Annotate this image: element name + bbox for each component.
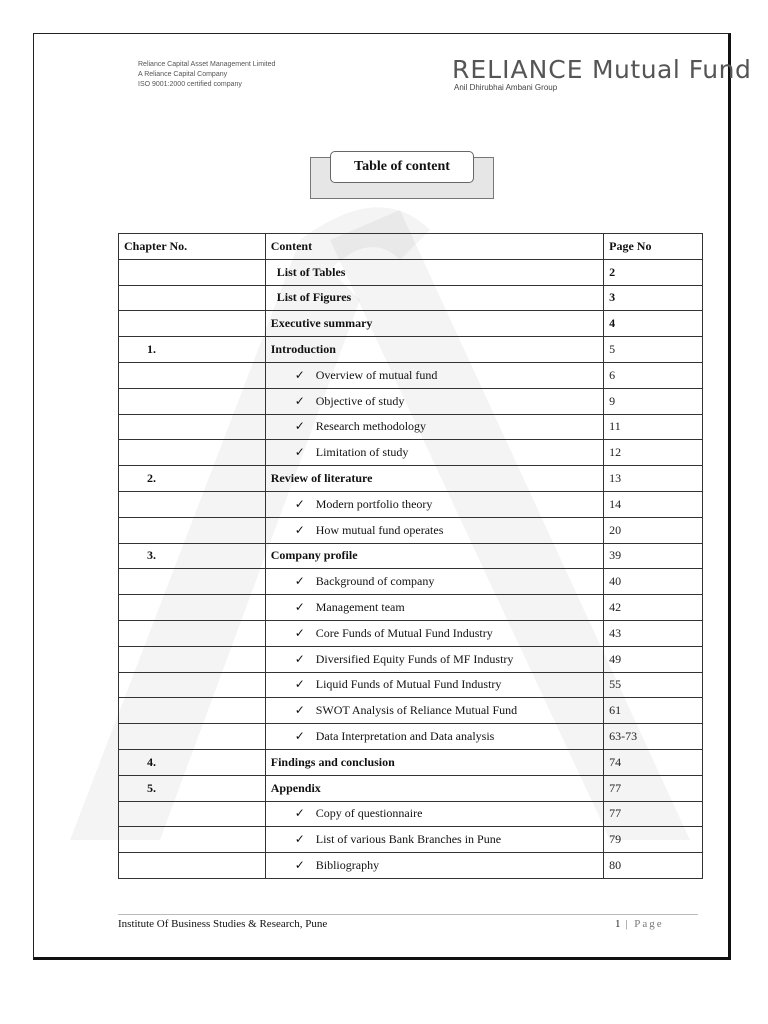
chapter-cell: [119, 827, 266, 853]
chapter-cell: 1.: [119, 337, 266, 363]
content-label: Research methodology: [315, 419, 427, 434]
reliance-logo: [452, 55, 751, 92]
table-row: [119, 646, 703, 672]
content-cell: [265, 311, 603, 337]
checkmark-icon: ✓: [294, 729, 305, 744]
chapter-cell: [119, 569, 266, 595]
content-label: Limitation of study: [315, 445, 409, 460]
checkmark-icon: ✓: [294, 832, 305, 847]
company-iso: ISO 9001:2000 certified company: [138, 81, 242, 88]
content-cell: [265, 543, 603, 569]
checkmark-icon: ✓: [294, 522, 305, 537]
table-row: [119, 285, 703, 311]
table-row: [119, 620, 703, 646]
page-cell: 14: [604, 491, 703, 517]
table-row: [119, 853, 703, 879]
content-cell: [265, 517, 603, 543]
content-label: Overview of mutual fund: [315, 367, 438, 382]
toc-body: [119, 259, 703, 878]
content-cell: [265, 259, 603, 285]
content-cell: [265, 414, 603, 440]
table-row: [119, 569, 703, 595]
content-cell: [265, 388, 603, 414]
checkmark-icon: ✓: [294, 703, 305, 718]
page-cell: 77: [604, 801, 703, 827]
header-chapter: Chapter No.: [119, 234, 266, 260]
chapter-cell: [119, 491, 266, 517]
page-cell: 55: [604, 672, 703, 698]
content-label: Modern portfolio theory: [315, 496, 433, 511]
content-cell: [265, 595, 603, 621]
table-row: [119, 543, 703, 569]
chapter-cell: 3.: [119, 543, 266, 569]
content-cell: [265, 285, 603, 311]
table-row: [119, 801, 703, 827]
content-label: Company profile: [270, 548, 358, 563]
page-cell: 74: [604, 749, 703, 775]
content-label: Management team: [315, 600, 405, 615]
page-cell: 20: [604, 517, 703, 543]
content-label: Objective of study: [315, 393, 405, 408]
chapter-cell: [119, 801, 266, 827]
content-cell: [265, 491, 603, 517]
content-label: Introduction: [270, 342, 336, 357]
chapter-cell: 4.: [119, 749, 266, 775]
content-label: Bibliography: [315, 858, 380, 873]
table-row: [119, 517, 703, 543]
content-cell: [265, 337, 603, 363]
header-page: Page No: [604, 234, 703, 260]
table-row: [119, 440, 703, 466]
content-cell: [265, 698, 603, 724]
content-label: Findings and conclusion: [270, 754, 395, 769]
table-row: [119, 775, 703, 801]
logo-group: Anil Dhirubhai Ambani Group: [454, 83, 558, 92]
checkmark-icon: ✓: [294, 806, 305, 821]
content-cell: [265, 569, 603, 595]
chapter-cell: [119, 362, 266, 388]
table-row: [119, 724, 703, 750]
company-parent: A Reliance Capital Company: [138, 71, 228, 78]
chapter-cell: [119, 698, 266, 724]
content-cell: [265, 853, 603, 879]
page-cell: 6: [604, 362, 703, 388]
checkmark-icon: ✓: [294, 496, 305, 511]
table-row: [119, 491, 703, 517]
footer-institute: Institute Of Business Studies & Research, Pune: [118, 918, 328, 930]
chapter-cell: [119, 285, 266, 311]
logo-brand: RELIANCE: [452, 55, 584, 84]
content-cell: [265, 466, 603, 492]
content-label: Executive summary: [270, 316, 373, 331]
chapter-cell: [119, 646, 266, 672]
toc-header-row: [119, 234, 703, 260]
page-cell: 40: [604, 569, 703, 595]
toc-title-box: [310, 151, 494, 197]
content-label: Review of literature: [270, 471, 373, 486]
content-label: How mutual fund operates: [315, 522, 444, 537]
page-cell: 42: [604, 595, 703, 621]
table-row: [119, 414, 703, 440]
content-cell: [265, 827, 603, 853]
checkmark-icon: ✓: [294, 677, 305, 692]
content-cell: [265, 620, 603, 646]
page-cell: 80: [604, 853, 703, 879]
checkmark-icon: ✓: [294, 445, 305, 460]
footer-page-label: Page: [634, 918, 664, 930]
checkmark-icon: ✓: [294, 858, 305, 873]
table-row: [119, 259, 703, 285]
page-cell: 63-73: [604, 724, 703, 750]
checkmark-icon: ✓: [294, 600, 305, 615]
content-label: List of Figures: [276, 290, 352, 305]
chapter-cell: [119, 853, 266, 879]
content-cell: [265, 672, 603, 698]
chapter-cell: [119, 517, 266, 543]
content-label: Background of company: [315, 574, 435, 589]
table-row: [119, 698, 703, 724]
page-cell: 11: [604, 414, 703, 440]
page-cell: 9: [604, 388, 703, 414]
footer-divider: [118, 914, 698, 915]
chapter-cell: [119, 724, 266, 750]
table-row: [119, 827, 703, 853]
page-cell: 43: [604, 620, 703, 646]
content-label: List of Tables: [276, 264, 346, 279]
header-content: Content: [265, 234, 603, 260]
content-cell: [265, 775, 603, 801]
chapter-cell: [119, 414, 266, 440]
page-cell: 77: [604, 775, 703, 801]
table-row: [119, 672, 703, 698]
content-label: Liquid Funds of Mutual Fund Industry: [315, 677, 502, 692]
content-cell: [265, 801, 603, 827]
page-cell: 2: [604, 259, 703, 285]
content-label: Appendix: [270, 780, 321, 795]
table-row: [119, 466, 703, 492]
checkmark-icon: ✓: [294, 393, 305, 408]
page-cell: 61: [604, 698, 703, 724]
content-label: Data Interpretation and Data analysis: [315, 729, 495, 744]
table-row: [119, 362, 703, 388]
chapter-cell: 2.: [119, 466, 266, 492]
table-row: [119, 311, 703, 337]
chapter-cell: [119, 595, 266, 621]
toc-title: Table of content: [330, 151, 474, 183]
footer-separator: |: [620, 918, 635, 930]
chapter-cell: [119, 311, 266, 337]
chapter-cell: 5.: [119, 775, 266, 801]
checkmark-icon: ✓: [294, 574, 305, 589]
company-name: Reliance Capital Asset Management Limited: [138, 61, 276, 68]
footer-page-number: 1: [615, 918, 621, 930]
table-row: [119, 388, 703, 414]
content-label: SWOT Analysis of Reliance Mutual Fund: [315, 703, 518, 718]
logo-product: Mutual Fund: [591, 55, 752, 84]
table-row: [119, 337, 703, 363]
content-label: Copy of questionnaire: [315, 806, 423, 821]
chapter-cell: [119, 259, 266, 285]
content-label: List of various Bank Branches in Pune: [315, 832, 502, 847]
chapter-cell: [119, 620, 266, 646]
content-cell: [265, 724, 603, 750]
checkmark-icon: ✓: [294, 625, 305, 640]
content-cell: [265, 749, 603, 775]
page-cell: 4: [604, 311, 703, 337]
checkmark-icon: ✓: [294, 367, 305, 382]
chapter-cell: [119, 388, 266, 414]
page-cell: 39: [604, 543, 703, 569]
page-cell: 3: [604, 285, 703, 311]
content-cell: [265, 362, 603, 388]
chapter-cell: [119, 672, 266, 698]
page-cell: 12: [604, 440, 703, 466]
company-info: [138, 60, 275, 90]
content-cell: [265, 440, 603, 466]
page-cell: 13: [604, 466, 703, 492]
content-cell: [265, 646, 603, 672]
chapter-cell: [119, 440, 266, 466]
checkmark-icon: ✓: [294, 651, 305, 666]
table-row: [119, 749, 703, 775]
content-label: Diversified Equity Funds of MF Industry: [315, 651, 514, 666]
page-cell: 5: [604, 337, 703, 363]
page-cell: 49: [604, 646, 703, 672]
checkmark-icon: ✓: [294, 419, 305, 434]
table-row: [119, 595, 703, 621]
toc-table: [118, 233, 703, 879]
page-cell: 79: [604, 827, 703, 853]
content-label: Core Funds of Mutual Fund Industry: [315, 625, 493, 640]
footer-page-info: [615, 918, 664, 930]
